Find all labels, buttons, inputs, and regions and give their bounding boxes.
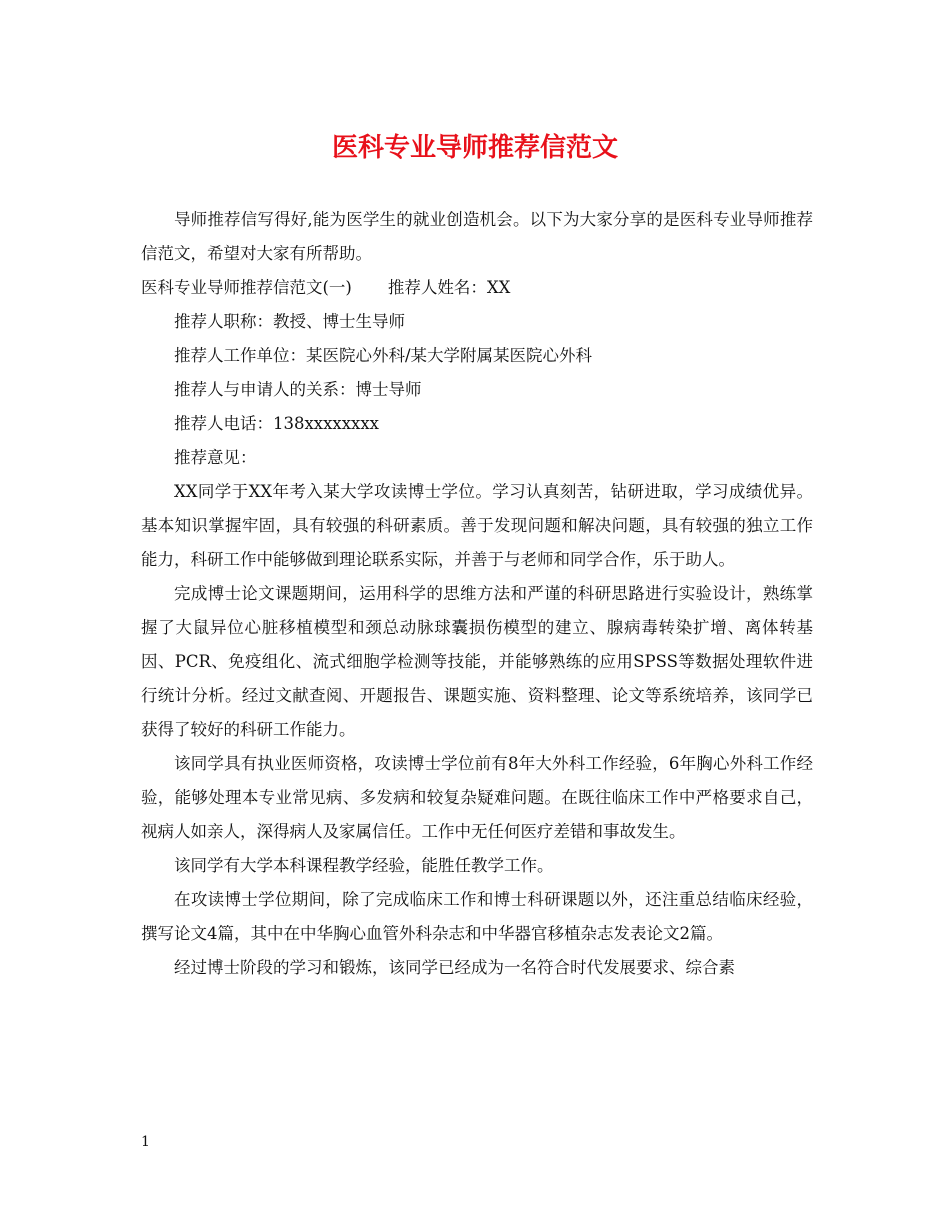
recommender-phone: 推荐人电话：138xxxxxxxx (174, 414, 379, 433)
recommender-title: 推荐人职称：教授、博士生导师 (174, 312, 405, 331)
page-number: 1 (141, 1134, 150, 1150)
recommender-name: 推荐人姓名：XX (387, 278, 511, 297)
opinion-label: 推荐意见： (174, 448, 257, 467)
document-title: 医科专业导师推荐信范文 (331, 133, 618, 163)
intro-paragraph: 导师推荐信写得好,能为医学生的就业创造机会。以下为大家分享的是医科专业导师推荐信范文，希望对大家有所帮助。 (141, 210, 813, 263)
recommender-relation: 推荐人与申请人的关系：博士导师 (174, 380, 422, 399)
body-paragraph-2: 完成博士论文课题期间，运用科学的思维方法和严谨的科研思路进行实验设计，熟练掌握了大鼠异位心脏移植模型和颈总动脉球囊损伤模型的建立、腺病毒转染扩增、离体转基因、PCR、免疫组化、流式细胞学检测等技能，并能够熟练的应用SPSS等数据处理软件进行统计分析。经过文献查阅、开题报告、课题实施、资料整理、论文等系统培养，该同学已获得了较好的科研工作能力。 (141, 584, 813, 739)
body-paragraph-6: 经过博士阶段的学习和锻炼，该同学已经成为一名符合时代发展要求、综合素 (174, 958, 735, 977)
body-paragraph-4: 该同学有大学本科课程教学经验，能胜任教学工作。 (174, 856, 554, 875)
body-paragraph-5: 在攻读博士学位期间，除了完成临床工作和博士科研课题以外，还注重总结临床经验，撰写论文4篇，其中在中华胸心血管外科杂志和中华器官移植杂志发表论文2篇。 (141, 890, 813, 943)
document-body (141, 203, 813, 985)
body-paragraph-1: XX同学于XX年考入某大学攻读博士学位。学习认真刻苦，钻研进取，学习成绩优异。基本知识掌握牢固，具有较强的科研素质。善于发现问题和解决问题，具有较强的独立工作能力，科研工作中能够做到理论联系实际，并善于与老师和同学合作，乐于助人。 (141, 482, 813, 569)
section-heading: 医科专业导师推荐信范文(一) (141, 278, 352, 297)
body-paragraph-3: 该同学具有执业医师资格，攻读博士学位前有8年大外科工作经验，6年胸心外科工作经验，能够处理本专业常见病、多发病和较复杂疑难问题。在既往临床工作中严格要求自己，视病人如亲人，深得病人及家属信任。工作中无任何医疗差错和事故发生。 (141, 754, 813, 841)
recommender-unit: 推荐人工作单位：某医院心外科/某大学附属某医院心外科 (174, 346, 593, 365)
section-heading-line (141, 271, 813, 305)
